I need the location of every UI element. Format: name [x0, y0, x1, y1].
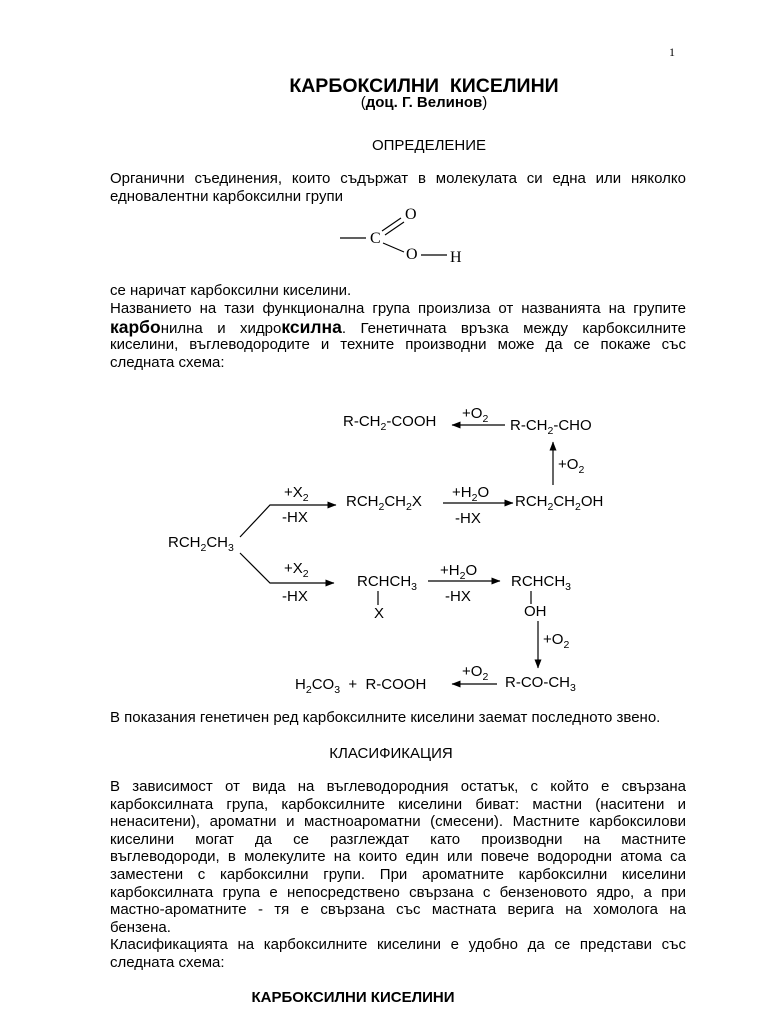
- single-bond-c-o: [383, 243, 404, 252]
- classification-scheme-title: КАРБОКСИЛНИ КИСЕЛИНИ: [251, 989, 455, 1006]
- subscript: 2: [406, 501, 412, 513]
- reagent-water-upper: $+H_2O$: [452, 484, 490, 504]
- subscript: 2: [482, 671, 489, 683]
- reagent-halogen-lower: $+X_2$: [284, 560, 309, 580]
- paragraph-line: бензена.: [110, 919, 171, 936]
- reagent-oxygen-ketone: $+O_2$: [462, 663, 489, 683]
- emphasis-ksilna: ксилна: [281, 317, 342, 337]
- formula-carboxylic-acid: $R-CH_2$-COOH: [343, 413, 437, 433]
- subscript: 3: [411, 581, 418, 593]
- author-paren-close: ): [482, 94, 488, 111]
- subscript: 2: [471, 492, 478, 504]
- subscript: 3: [334, 684, 341, 696]
- reagent-oxygen-alcohol: $+O_2$: [558, 456, 585, 476]
- paragraph-line: заместени с карбоксилни групи. При ароматните карбоксилни киселини: [110, 866, 686, 883]
- subscript: 2: [578, 464, 585, 476]
- formula-ketone: $R-CO-CH_3$: [505, 674, 576, 694]
- section-heading-classification: КЛАСИФИКАЦИЯ: [329, 745, 453, 762]
- double-bond-line-2: [385, 222, 404, 235]
- subscript: 3: [570, 682, 576, 694]
- paragraph-line: едновалентни карбоксилни групи: [110, 188, 343, 205]
- paragraph-line: В зависимост от вида на въглеводородния остатък, с който е свързана: [110, 778, 686, 795]
- subscript: 2: [459, 570, 466, 582]
- subscript: 3: [228, 542, 234, 554]
- text-fragment: . Генетичната връзка между карбоксилните: [341, 320, 686, 337]
- formula-start-alkane: $RCH_2CH_3$: [168, 534, 234, 554]
- subscript: 2: [302, 492, 309, 504]
- carboxyl-group-structure: [340, 206, 462, 266]
- reagent-oxygen-secondary-alcohol: $+O_2$: [543, 631, 570, 651]
- byproduct-hx-hydrolysis-upper: -HX: [455, 510, 481, 527]
- formula-primary-halide: $RCH_2CH_2X$: [346, 493, 422, 513]
- hydroxyl-oxygen-atom: O: [406, 246, 418, 263]
- author-paren-open: (: [360, 94, 366, 111]
- subscript: 2: [200, 542, 207, 554]
- hydrogen-atom: H: [450, 249, 462, 266]
- paragraph-line: въглеводороди, в молекулите на които един или повече водородни атома са: [110, 848, 686, 865]
- paragraph-line: карбоксилната група е непосредствено свързана с бензеновото ядро, а при: [110, 884, 686, 901]
- paragraph-line: се наричат карбоксилни киселини.: [110, 282, 352, 299]
- subscript: 2: [380, 421, 387, 433]
- paragraph-line: ненаситени), ароматни и мастноароматни (смесени). Мастните карбоксилови: [110, 813, 686, 830]
- paragraph-line: киселини, въглеводородите и техните производни може да се покаже със: [110, 336, 686, 353]
- reagent-halogen-upper: $+X_2$: [284, 484, 309, 504]
- subscript: 2: [547, 501, 554, 513]
- carbon-atom: C: [370, 230, 381, 247]
- double-bond-line-1: [382, 218, 401, 231]
- paragraph-line: Органични съединения, които съдържат в молекулата си една или няколко: [110, 170, 686, 187]
- paragraph-line: карбоксилната група, карбоксилните киселини биват: мастни (наситени и: [110, 796, 686, 813]
- paragraph-line: Класификацията на карбоксилните киселини е удобно да се представи със: [110, 936, 686, 953]
- formula-aldehyde: $R-CH_2$-CHO: [510, 417, 592, 437]
- subscript: 2: [563, 639, 570, 651]
- paragraph-line: следната схема:: [110, 354, 225, 371]
- subscript: 2: [302, 568, 309, 580]
- paragraph-line: следната схема:: [110, 954, 225, 971]
- page-number: 1: [669, 45, 675, 59]
- byproduct-hx-hydrolysis-lower: -HX: [445, 588, 471, 605]
- formula-final-products: $H_2CO_3$ + R-COOH: [295, 676, 427, 696]
- carbonyl-oxygen-atom: O: [405, 206, 417, 223]
- author-name: доц. Г. Велинов: [365, 94, 483, 111]
- substituent-halogen: X: [374, 605, 385, 622]
- emphasis-carbo: карбо: [110, 317, 161, 337]
- reagent-oxygen-aldehyde: $+O_2$: [462, 405, 489, 425]
- text-fragment: нилна и хидро: [160, 320, 282, 337]
- subscript: 3: [565, 581, 572, 593]
- subscript: 2: [482, 413, 489, 425]
- paragraph-line: Названието на тази функционална група произлиза от названията на групите: [110, 300, 686, 317]
- formula-secondary-alcohol: $RCHCH_3$: [511, 573, 572, 593]
- byproduct-hx-lower: -HX: [282, 588, 308, 605]
- paragraph-line: киселини могат да се разглеждат като производни на мастните: [110, 831, 686, 848]
- formula-primary-alcohol: $RCH_2CH_2OH$: [515, 493, 604, 513]
- subscript: 2: [378, 501, 385, 513]
- paragraph-line: мастно-ароматните - тя е свързана със мастната верига на хомолога на: [110, 901, 686, 918]
- reagent-water-lower: $+H_2O$: [440, 562, 478, 582]
- scheme-arrows: [240, 425, 553, 684]
- byproduct-hx-upper: -HX: [282, 509, 308, 526]
- document-title: КАРБОКСИЛНИ КИСЕЛИНИ: [289, 75, 559, 97]
- substituent-hydroxyl: OH: [524, 603, 547, 620]
- formula-secondary-halide: $RCHCH_3$: [357, 573, 418, 593]
- subscript: 2: [575, 501, 581, 513]
- section-heading-definition: ОПРЕДЕЛЕНИЕ: [371, 137, 487, 154]
- subscript: 2: [305, 684, 312, 696]
- subscript: 2: [547, 425, 554, 437]
- author-line: [361, 94, 488, 112]
- scheme-note: В показания генетичен ред карбоксилните киселини заемат последното звено.: [110, 709, 661, 726]
- paragraph-line-emphasis: [110, 318, 686, 338]
